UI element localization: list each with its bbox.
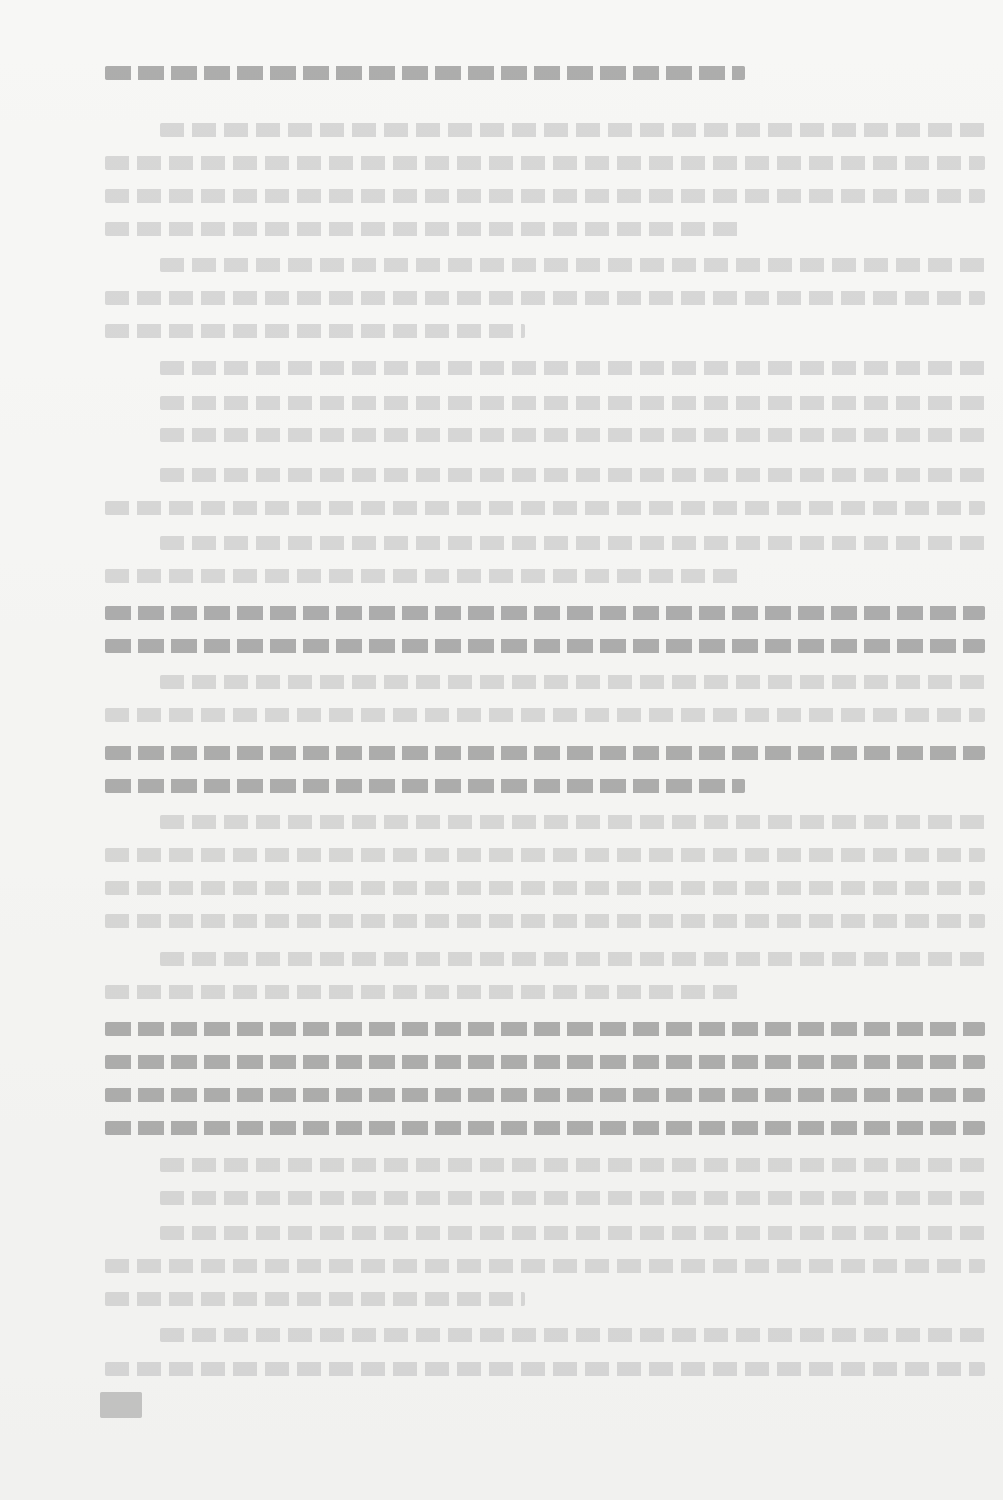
text-line — [105, 708, 985, 722]
definition-line — [105, 746, 985, 760]
text-line — [160, 815, 985, 829]
example-line — [160, 1191, 985, 1205]
text-line — [160, 675, 985, 689]
text-line — [105, 848, 985, 862]
rule-line — [105, 1055, 985, 1069]
definition-line — [105, 779, 745, 793]
rule-line — [105, 1088, 985, 1102]
rule-line — [105, 1022, 985, 1036]
example-line — [160, 1328, 985, 1342]
text-line — [105, 1259, 985, 1273]
text-line — [105, 291, 985, 305]
text-line — [105, 501, 985, 515]
text-line — [105, 324, 525, 338]
definition-line — [105, 639, 985, 653]
section-heading — [105, 66, 745, 80]
text-line — [160, 536, 985, 550]
text-line — [105, 189, 985, 203]
example-line — [160, 361, 985, 375]
example-line — [160, 396, 985, 410]
text-line — [160, 123, 985, 137]
text-line — [105, 881, 985, 895]
text-line — [105, 1292, 525, 1306]
text-line — [160, 468, 985, 482]
text-line — [105, 222, 745, 236]
text-line — [105, 569, 745, 583]
text-line — [160, 1226, 985, 1240]
page-number — [100, 1392, 142, 1418]
text-line — [105, 156, 985, 170]
text-line — [105, 914, 985, 928]
example-line — [160, 1158, 985, 1172]
text-line — [160, 952, 985, 966]
rule-line — [105, 1121, 985, 1135]
example-line — [160, 428, 985, 442]
definition-line — [105, 606, 985, 620]
text-line — [160, 258, 985, 272]
formula-line — [105, 1362, 985, 1376]
text-line — [105, 985, 745, 999]
